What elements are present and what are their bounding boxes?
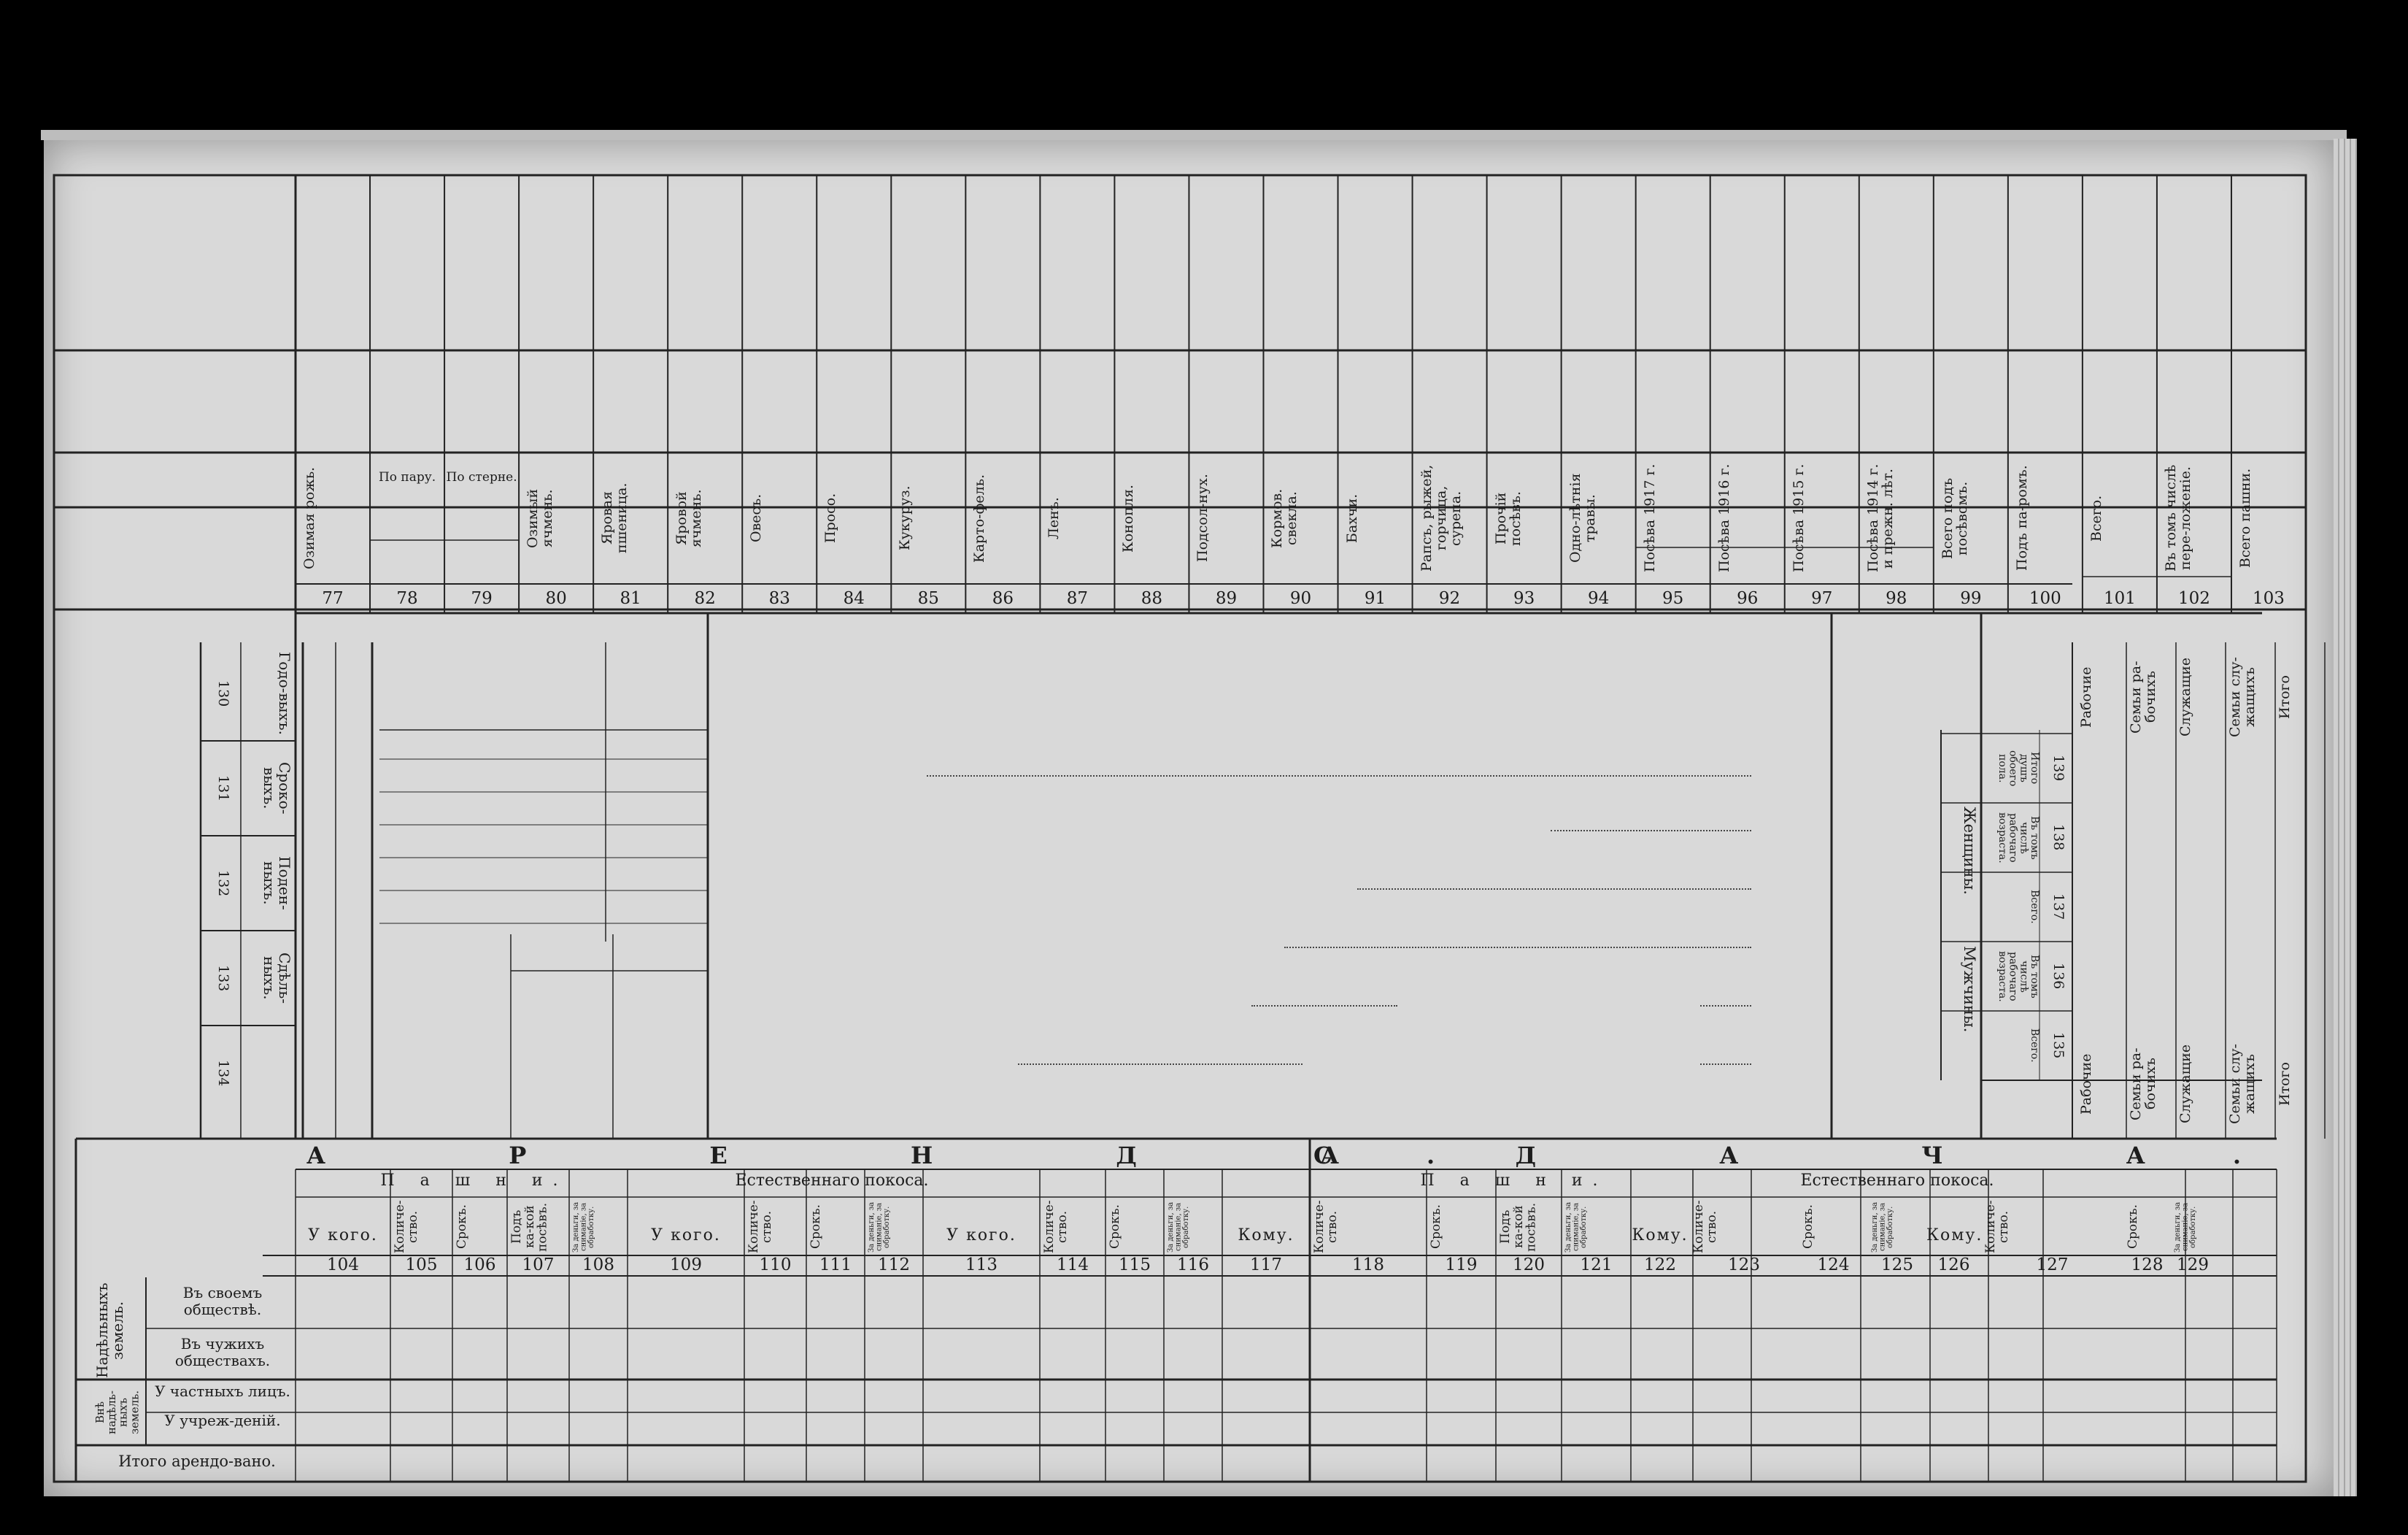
answer-line-market-distance [1700,1063,1751,1065]
crop-column-number: 79 [471,589,493,608]
women-label: Женщины. [1961,806,1978,895]
crop-column-number: 91 [1364,589,1386,608]
rent-column-number: 123 [1728,1255,1760,1274]
rent-column-number: 118 [1352,1255,1384,1274]
worker-column-number: 133 [215,964,231,992]
crop-header: Всего подъ посѣвомъ. [1939,477,1970,559]
crop-column-number: 88 [1141,589,1163,608]
population-column-number: 136 [2050,963,2067,990]
rent-column-number: 115 [1119,1255,1151,1274]
rent-column-header: Количе-ство. [1691,1200,1719,1253]
rent-column-header: Кому. [1926,1226,1983,1244]
population-column-number: 138 [2050,824,2067,851]
crop-column-number: 83 [768,589,790,608]
rent-column-number: 104 [327,1255,359,1274]
crop-header: Всего пашни. [2237,468,2253,569]
row-label-chastnykh: У частныхъ лицъ. [155,1382,290,1400]
crop-header: Прочiй посѣвъ. [1492,490,1524,546]
population-caption [1835,650,1905,1131]
crop-column-number: 92 [1438,589,1461,608]
answer-line-village [1251,1005,1397,1007]
rent-column-number: 120 [1513,1255,1545,1274]
rent-column-header: За деньги, за сниманiе, за обработку. [868,1201,891,1253]
population-bottom-label: Итого [2277,1062,2293,1106]
crop-header: Бахчи. [1343,493,1360,543]
population-bottom-label: Семьи слу-жащихъ [2227,1044,2258,1124]
row-label-svoem: Въ своемъ обществѣ. [182,1284,263,1318]
crop-header: Яровой ячмень. [674,489,705,547]
rent-column-number: 119 [1445,1255,1478,1274]
rent-column-number: 112 [878,1255,910,1274]
rent-column-header: Срокъ. [1429,1204,1443,1250]
answer-line-farming [1284,947,1751,948]
answer-line-owner [927,775,1751,777]
rent-column-header: Срокъ. [1801,1204,1815,1250]
rent-column-header: Количе-ство. [746,1200,774,1253]
crop-column-number: 90 [1289,589,1312,608]
rent-column-header: У кого. [651,1226,721,1244]
rent-column-header: За деньги, за сниманiе, за обработку. [1167,1201,1190,1253]
arenda-pokos: Естественнаго покоса. [735,1172,929,1190]
crop-column-number: 77 [322,589,344,608]
population-top-label: Служащие [2177,657,2193,737]
crop-header: Конопля. [1120,484,1137,553]
rent-column-number: 127 [2036,1255,2069,1274]
population-bottom-label: Семьи ра-бочихъ [2128,1047,2158,1120]
population-column-number: 137 [2050,893,2067,920]
rent-column-number: 113 [965,1255,997,1274]
answer-line-other-land [1551,830,1751,831]
crop-column-number: 93 [1513,589,1535,608]
population-column-number: 135 [2050,1032,2067,1059]
crop-column-number: 103 [2253,589,2285,608]
population-column-number: 139 [2050,755,2067,782]
worker-column-label: Годо-выхъ. [276,652,293,735]
rent-column-number: 111 [819,1255,852,1274]
crop-column-number: 102 [2177,589,2210,608]
crop-column-number: 81 [620,589,641,608]
crop-column-number: 96 [1737,589,1759,608]
rent-column-header: Количе-ство. [1983,1200,2011,1253]
population-top-label: Рабочие [2078,666,2094,728]
crop-header: Посѣва 1916 г. [1716,463,1732,573]
crop-column-number: 87 [1066,589,1089,608]
rent-column-header: Подъ ка-кой посѣвъ. [1498,1202,1539,1252]
worker-column-number: 130 [215,680,231,707]
crop-column-number: 94 [1588,589,1610,608]
rent-column-number: 110 [759,1255,792,1274]
rent-column-header: Срокъ. [809,1204,823,1250]
crop-header: Подъ па-ромъ. [2013,465,2030,572]
answer-line-market [1018,1063,1303,1065]
answer-line-land-type [1357,888,1751,890]
census-card-sheet [44,139,2335,1496]
crop-column-number: 80 [545,589,567,608]
row-label-uchrezh: У учреж-деній. [164,1412,281,1429]
population-top-label: Семьи слу-жащихъ [2227,657,2258,737]
worker-column-number: 131 [215,774,231,802]
population-bottom-label: Служащие [2177,1044,2193,1124]
rent-column-number: 108 [582,1255,614,1274]
rent-column-header: Подъ ка-кой посѣвъ. [509,1202,550,1252]
crop-column-number: 85 [917,589,939,608]
row-group-nadel: Надѣльныхъ земель. [93,1282,126,1378]
crop-header: Кормов. свекла. [1269,488,1300,548]
crop-column-number: 100 [2029,589,2061,608]
population-top-label: Итого [2277,675,2293,719]
worker-column-number: 134 [215,1059,231,1087]
crop-header: Одно-лѣтнiя травы. [1567,473,1598,563]
crop-header: Карто-фель. [971,474,988,563]
crop-header: Посѣва 1917 г. [1641,463,1658,573]
men-label: Мужчины. [1961,945,1978,1033]
rent-column-header: Количе-ство. [1312,1200,1340,1253]
population-column-label: Въ томъ числѣ рабочаго возраста. [1996,812,2040,863]
rent-column-header: Срокъ. [2126,1204,2140,1250]
answer-line-village-distance [1700,1005,1751,1007]
rent-column-number: 128 [2131,1255,2164,1274]
row-label-itogo: Итого арендо-вано. [118,1453,276,1470]
rent-column-header: У кого. [308,1226,378,1244]
rent-column-number: 106 [463,1255,496,1274]
rent-column-header: Количе-ство. [1042,1200,1070,1253]
crop-header: Рапсъ, рыжей, горчица, сурепа. [1418,464,1464,572]
population-top-label: Семьи ра-бочихъ [2128,661,2158,734]
rent-column-header: Срокъ. [1108,1204,1122,1250]
crop-header: Озимый ячмень. [525,488,556,548]
crop-header: Яровая пшеница. [599,482,630,554]
arenda-pashni: П а ш н и. [380,1172,568,1190]
crop-header: Овесъ. [748,493,765,543]
rent-column-header: У кого. [946,1226,1016,1244]
rent-column-header: За деньги, за сниманiе, за обработку. [2174,1201,2197,1253]
rent-column-number: 105 [405,1255,438,1274]
rent-column-header: За деньги, за сниманiе, за обработку. [1871,1201,1894,1253]
worker-column-number: 132 [215,869,231,897]
crop-column-number: 84 [843,589,865,608]
crop-column-number: 95 [1662,589,1684,608]
rent-column-number: 114 [1057,1255,1089,1274]
population-bottom-label: Рабочие [2078,1053,2094,1115]
crop-column-number: 99 [1960,589,1982,608]
rent-column-number: 129 [2177,1255,2209,1274]
rent-column-number: 109 [670,1255,702,1274]
crop-header: Озимая рожь. [301,466,317,570]
worker-column-label: Сроко-выхъ. [261,762,293,815]
arenda-header: А Р Е Н Д А. [306,1142,1523,1169]
rent-column-number: 116 [1177,1255,1209,1274]
crop-header: По стерне. [446,470,517,485]
population-column-label: Итого душъ обоего пола. [1996,750,2040,787]
sdacha-header: С Д А Ч А. [1313,1142,2328,1169]
rent-column-header: За деньги, за сниманiе, за обработку. [1564,1201,1588,1253]
crop-header: Просо. [822,493,839,544]
rent-column-header: Количе-ство. [393,1200,420,1253]
crop-header: Посѣва 1915 г. [1790,463,1807,573]
crop-header: Посѣва 1914 г. и прежн. лѣт. [1864,463,1896,573]
rent-column-number: 121 [1580,1255,1613,1274]
rent-column-header: Кому. [1238,1226,1294,1244]
rent-column-number: 117 [1250,1255,1282,1274]
form-grid-lines [44,139,2335,1496]
rent-column-number: 122 [1644,1255,1676,1274]
crop-column-number: 101 [2103,589,2136,608]
sdacha-pashni: П а ш н и. [1420,1172,1608,1190]
population-column-label: Всего. [2029,1028,2040,1063]
rent-column-number: 107 [522,1255,555,1274]
rent-column-number: 126 [1937,1255,1970,1274]
crop-column-number: 97 [1811,589,1833,608]
population-column-label: Всего. [2029,890,2040,924]
worker-column-label: Поден-ныхъ. [261,856,293,910]
crop-header: По пару. [378,470,436,485]
crop-header: Въ томъ числѣ пере-ложенiе. [2162,464,2193,572]
crop-header: Подсол-нух. [1195,474,1211,563]
rent-column-header: За деньги, за сниманiе, за обработку. [572,1201,595,1253]
crop-column-number: 78 [396,589,418,608]
crop-column-number: 89 [1215,589,1238,608]
row-label-chuzhikh: Въ чужихъ обществахъ. [174,1335,271,1369]
rent-column-header: Кому. [1632,1226,1689,1244]
row-group-vne: Внѣ надѣль-ныхъ земель. [93,1390,142,1435]
workers-caption [332,650,372,1124]
crop-column-number: 98 [1886,589,1907,608]
crop-header: Ленъ. [1046,497,1062,539]
rent-column-number: 124 [1817,1255,1850,1274]
crop-header: Всего. [2088,495,2104,542]
crop-column-number: 82 [694,589,716,608]
rent-column-header: Срокъ. [455,1204,469,1250]
sdacha-pokos: Естественнаго покоса. [1800,1172,1994,1190]
worker-column-label: Сдѣль-ныхъ. [261,952,293,1004]
crop-header: Кукуруз. [897,485,914,551]
population-column-label: Въ томъ числѣ рабочаго возраста. [1996,950,2040,1002]
crop-column-number: 86 [992,589,1014,608]
rent-column-number: 125 [1881,1255,1913,1274]
